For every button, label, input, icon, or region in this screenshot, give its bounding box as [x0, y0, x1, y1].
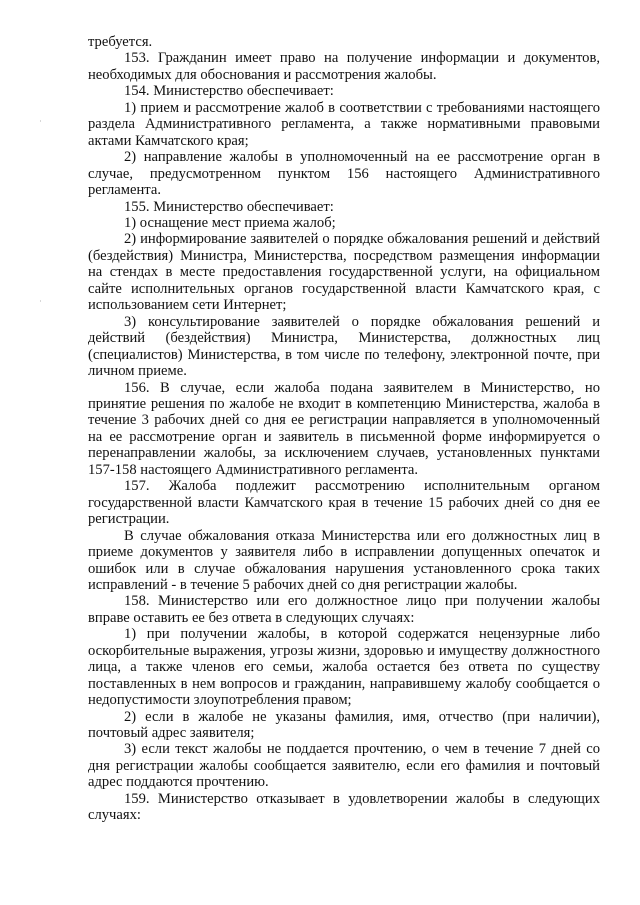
binding-margin-line: [40, 120, 41, 122]
paragraph-158: 158. Министерство или его должностное лицо при получении жалобы вправе оставить ее без ответа в следующих случаях:: [88, 593, 600, 626]
paragraph-157: 157. Жалоба подлежит рассмотрению исполнительным органом государственной власти Камчатского края в течение 15 рабочих дней со дня ее регистрации.: [88, 478, 600, 528]
paragraph-157-continuation: В случае обжалования отказа Министерства или его должностных лиц в приеме документов у заявителя либо в исправлении допущенных опечаток и ошибок или в случае обжалования нарушения установленного срока таких исправлений - в течение 5 рабочих дней со дня регистрации жалобы.: [88, 527, 600, 593]
paragraph-156: 156. В случае, если жалоба подана заявителем в Министерство, но принятие решения по жалобе не входит в компетенцию Министерства, жалоба в течение 3 рабочих дней со дня ее регистрации направляется в уполномоченный на ее рассмотрение орган и заявитель в письменной форме информируется о перенаправлении жалобы, за исключением случаев, установленных пунктами 157-158 настоящего Административного регламента.: [88, 379, 600, 478]
paragraph-159: 159. Министерство отказывает в удовлетворении жалобы в следующих случаях:: [88, 790, 600, 824]
paragraph-158-item-2: 2) если в жалобе не указаны фамилия, имя, отчество (при наличии), почтовый адрес заявителя;: [88, 708, 600, 742]
paragraph-154: 154. Министерство обеспечивает:: [124, 83, 334, 100]
paragraph-155-item-2: 2) информирование заявителей о порядке обжалования решений и действий (бездействия) Министра, Министерства, посредством размещения информации на стендах в месте предоставления государственной услуги, на официальном сайте исполнительных органов государственной власти Камчатского края, с использованием сети Интернет;: [88, 231, 600, 314]
document-body: [88, 34, 600, 824]
paragraph-158-item-1: 1) при получении жалобы, в которой содержатся нецензурные либо оскорбительные выражения, угрозы жизни, здоровью и имуществу должностного лица, а также членов его семьи, жалоба остается без ответа по существу поставленных в нем вопросов и гражданин, направившему жалобу сообщается о недопустимости злоупотребления правом;: [88, 626, 600, 709]
paragraph-155: 155. Министерство обеспечивает:: [124, 198, 334, 215]
paragraph-continuation: требуется.: [88, 34, 153, 50]
paragraph-153: 153. Гражданин имеет право на получение информации и документов, необходимых для обоснования и рассмотрения жалобы.: [88, 50, 600, 83]
paragraph-155-item-1: 1) оснащение мест приема жалоб;: [124, 214, 336, 231]
paragraph-155-item-3: 3) консультирование заявителей о порядке обжалования решений и действий (бездействия) Министра, Министерства, должностных лиц (специалистов) Министерства, в том числе по телефону, электронной почте, при личном приеме.: [88, 313, 600, 380]
paragraph-154-item-1: 1) прием и рассмотрение жалоб в соответствии с требованиями настоящего раздела Административного регламента, а также нормативными правовыми актами Камчатского края;: [88, 99, 600, 149]
paragraph-154-item-2: 2) направление жалобы в уполномоченный на ее рассмотрение орган в случае, предусмотренном пунктом 156 настоящего Административного регламента.: [88, 149, 600, 199]
paragraph-158-item-3: 3) если текст жалобы не поддается прочтению, о чем в течение 7 дней со дня регистрации жалобы сообщается заявителю, если его фамилия и почтовый адрес поддаются прочтению.: [88, 741, 600, 791]
binding-margin-line: [40, 300, 41, 302]
